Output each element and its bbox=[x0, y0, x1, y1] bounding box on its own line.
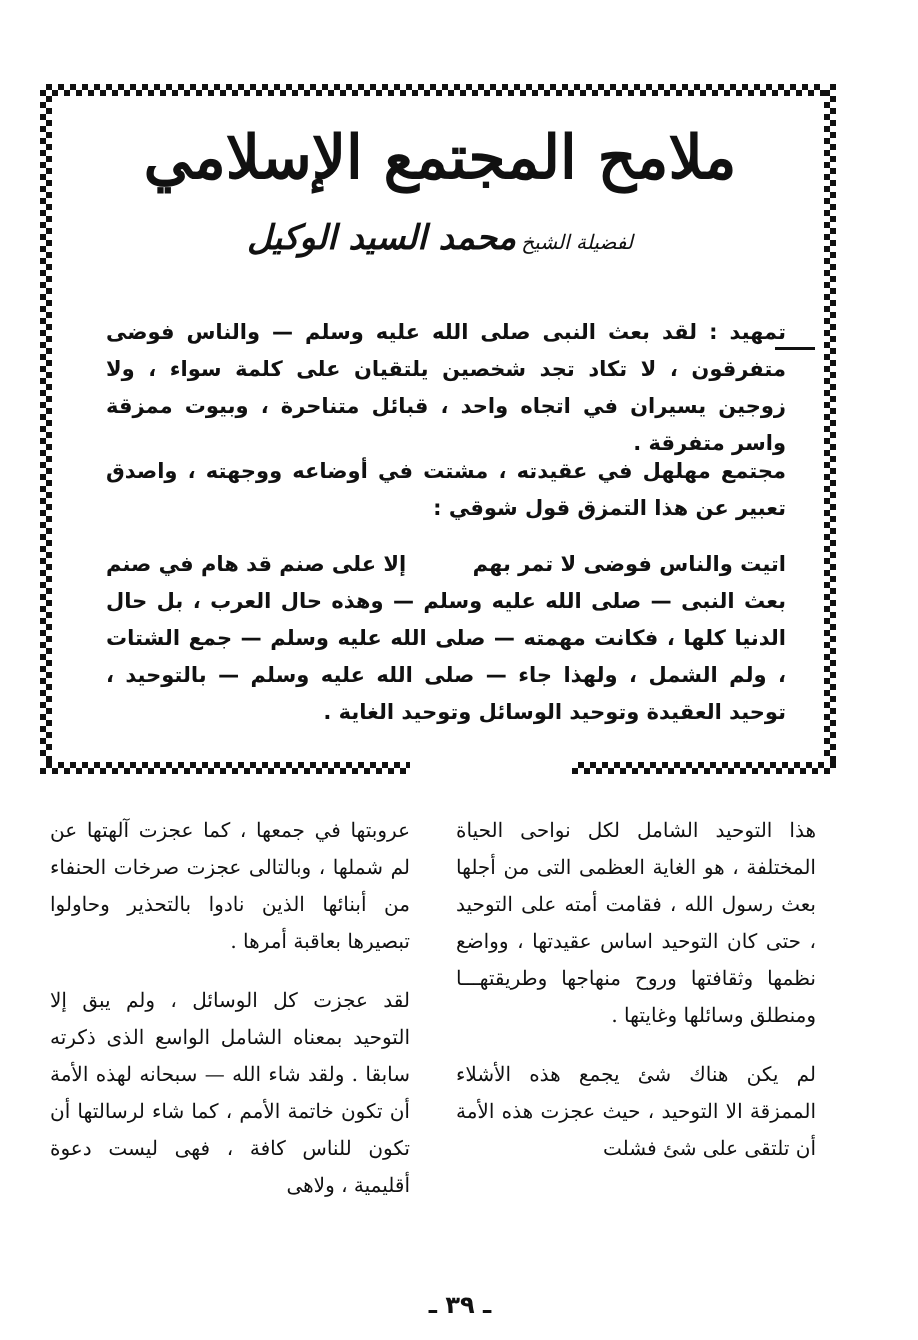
page-number: ـ ٣٩ ـ bbox=[428, 1291, 492, 1319]
right-column-paragraph: هذا التوحيد الشامل لكل نواحى الحياة المختلفة ، هو الغاية العظمى التى من أجلها بعث رسول الله ، فقامت أمته على التوحيد ، حتى كان التوحيد اساس عقيدتها ، وواضع نظمها وثقافتها وروح منهاجها وطريقتهـــا ومنطلق وسائلها وغايتها . bbox=[456, 818, 816, 1027]
author-name: محمد السيد الوكيل bbox=[247, 218, 517, 258]
intro-paragraph-3: بعث النبى — صلى الله عليه وسلم — وهذه حال العرب ، بل حال الدنيا كلها ، فكانت مهمته — صلى الله عليه وسلم — جمع الشتات ، ولم الشمل ، ولهذا جاء — صلى الله عليه وسلم — بالتوحيد ، توحيد العقيدة وتوحيد الوسائل وتوحيد الغاية . bbox=[106, 589, 786, 724]
frame-border-top bbox=[40, 84, 836, 96]
left-column-paragraph: لقد عجزت كل الوسائل ، ولم يبق إلا التوحيد بمعناه الشامل الواسع الذى ذكرته سابقا . ولقد شاء الله — سبحانه لهذه الأمة أن تكون خاتمة الأمم ، كما شاء لرسالتها أن تكون للناس كافة ، فهى ليست دعوة أقليمية ، ولاهى bbox=[50, 988, 410, 1197]
intro-paragraph-2: مجتمع مهلهل في عقيدته ، مشتت في أوضاعه ووجهته ، واصدق تعبير عن هذا التمزق قول شوقي : bbox=[106, 459, 786, 520]
left-column-paragraph: عروبتها في جمعها ، كما عجزت آلهتها عن لم شملها ، وبالتالى عجزت صرخات الحنفاء من أبنائها الذين نادوا بالتحذير وحاولوا تبصيرها بعاقبة أمرها . bbox=[50, 818, 410, 953]
left-column bbox=[50, 812, 410, 1226]
right-column bbox=[456, 812, 816, 1189]
article-title: ملامح المجتمع الإسلامي bbox=[143, 123, 737, 193]
right-column-paragraph: لم يكن هناك شئ يجمع هذه الأشلاء الممزقة الا التوحيد ، حيث عجزت هذه الأمة أن تلتقى على شئ فشلت bbox=[456, 1062, 816, 1160]
frame-border-bottom-right bbox=[572, 762, 836, 774]
poem-verse bbox=[106, 546, 786, 583]
frame-border-right bbox=[824, 84, 836, 774]
author-prefix: لفضيلة الشيخ bbox=[521, 230, 633, 254]
verse-first-hemistich: اتيت والناس فوضى لا تمر بهم bbox=[472, 552, 786, 576]
verse-second-hemistich: إلا على صنم قد هام في صنم bbox=[106, 552, 407, 576]
author-byline bbox=[180, 213, 700, 269]
frame-border-left bbox=[40, 84, 52, 774]
intro-paragraph-1: تمهيد : لقد بعث النبى صلى الله عليه وسلم — والناس فوضى متفرقون ، لا تكاد تجد شخصين يلتقيان على كلمة سواء ، ولا زوجين يسيران في اتجاه واحد ، قبائل متناحرة ، وبيوت ممزقة واسر متفرقة . bbox=[106, 320, 786, 455]
frame-border-bottom-left bbox=[40, 762, 410, 774]
